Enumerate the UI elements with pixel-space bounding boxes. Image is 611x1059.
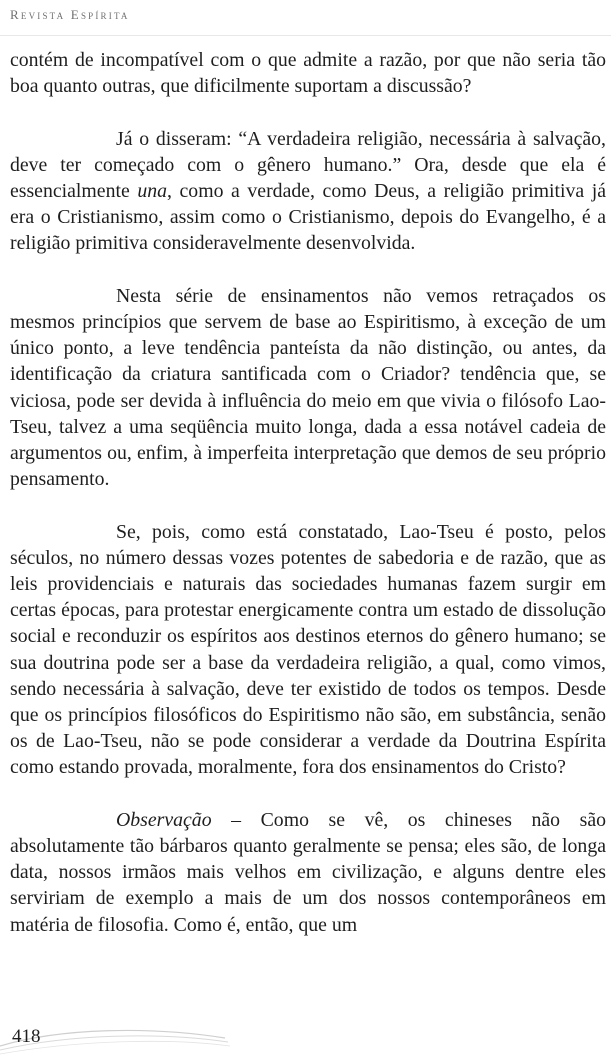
paragraph-2 <box>10 126 606 257</box>
observacao-label: Observação <box>116 808 212 831</box>
paragraph-5-text: – Como se vê, os chineses não são absolutamente tão bárbaros quanto geralmente se pensa; eles são, de longa data, nossos irmãos mais velhos em civilização, e alguns dentre eles serviriam de exemplo a mais de um dos nossos contemporâneos em matéria de filosofia. Como é, então, que um <box>10 808 606 936</box>
paragraph-2-italic-una: una <box>137 180 167 202</box>
running-header: Revista Espírita <box>10 7 130 22</box>
paragraph-2-text-b: , como a verdade, como Deus, a religião primitiva já era o Cristianismo, assim como o Cristianismo, depois do Evangelho, é a religião primitiva consideravelmente desenvolvida. <box>10 180 606 255</box>
paragraph-5 <box>10 807 606 938</box>
paragraph-1: contém de incompatível com o que admite a razão, por que não seria tão boa quanto outras, que dificilmente suportam a discussão? <box>10 49 606 98</box>
paragraph-4: Se, pois, como está constatado, Lao-Tseu é posto, pelos séculos, no número dessas vozes potentes de sabedoria e de razão, que as leis providenciais e naturais das sociedades humanas fazem surgir em certas épocas, para protestar energicamente contra um estado de dissolução social e reconduzir os espíritos aos destinos eternos do gênero humano; se sua doutrina pode ser a base da verdadeira religião, a qual, como vimos, sendo necessária à salvação, deve ter existido de todos os tempos. Desde que os princípios filosóficos do Espiritismo não são, em substância, senão os de Lao-Tseu, não se pode considerar a verdade da Doutrina Espírita como estando provada, moralmente, fora dos ensinamentos do Cristo? <box>10 520 606 779</box>
page-number: 418 <box>12 1026 41 1047</box>
paragraph-2-text-a: Já o disseram: “A verdadeira religião, necessária à salvação, deve ter começado com o gênero humano.” Ora, desde que ela é essencialmente <box>10 127 606 202</box>
header-divider <box>0 35 611 36</box>
paragraph-3: Nesta série de ensinamentos não vemos retraçados os mesmos princípios que servem de base ao Espiritismo, à exceção de um único ponto, a leve tendência panteísta da não distinção, ou antes, da identificação da criatura santificada com o Criador? tendência que, se viciosa, pode ser devida à influência do meio em que vivia o filósofo Lao-Tseu, talvez a uma seqüência muito longa, dada a essa notável cadeia de argumentos ou, enfim, à imperfeita interpretação que demos de seu próprio pensamento. <box>10 284 606 491</box>
page-body <box>10 47 606 964</box>
